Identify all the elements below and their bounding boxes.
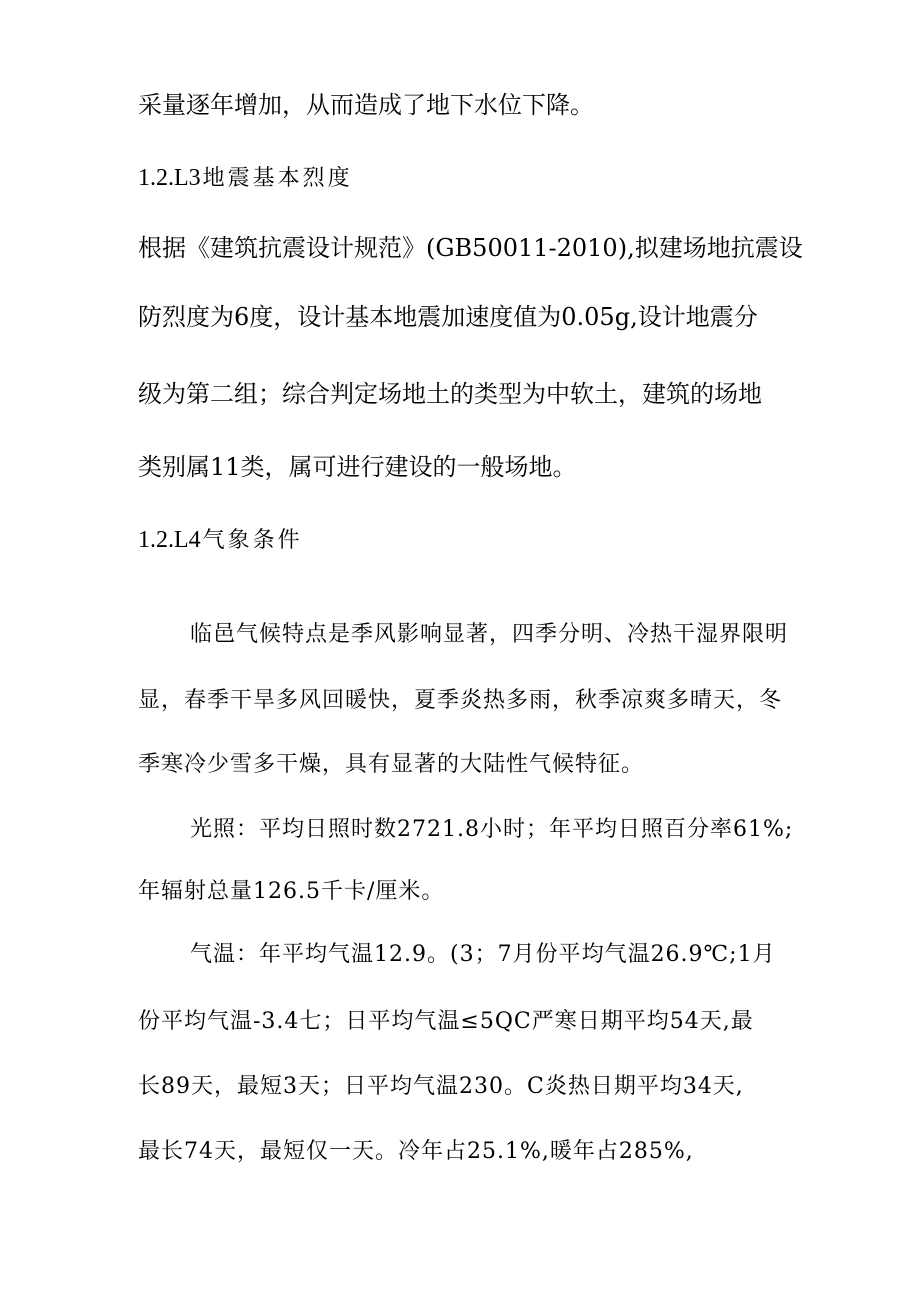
section-heading-climate bbox=[138, 525, 303, 556]
section-number: 1.2.L3 bbox=[138, 165, 201, 191]
section-title: 气象条件 bbox=[202, 528, 303, 553]
section-heading-seismic bbox=[138, 163, 353, 194]
paragraph-line: 份平均气温-3.4七；日平均气温≤5QC严寒日期平均54天,最 bbox=[138, 1009, 754, 1034]
paragraph-line: 防烈度为6度，设计基本地震加速度值为0.05g,设计地震分 bbox=[138, 303, 758, 331]
paragraph-line: 最长74天，最短仅一天。冷年占25.1%,暖年占285%, bbox=[138, 1139, 694, 1164]
section-number: 1.2.L4 bbox=[138, 527, 201, 553]
paragraph-line: 临邑气候特点是季风影响显著，四季分明、冷热干湿界限明 bbox=[190, 622, 789, 647]
paragraph-line: 长89天，最短3天；日平均气温230。C炎热日期平均34天, bbox=[138, 1074, 744, 1099]
paragraph-line: 气温：年平均气温12.9。(3；7月份平均气温26.9℃;1月 bbox=[190, 942, 776, 967]
paragraph-line: 光照：平均日照时数2721.8小时；年平均日照百分率61%; bbox=[190, 817, 794, 842]
paragraph-line: 季寒冷少雪多干燥，具有显著的大陆性气候特征。 bbox=[138, 752, 645, 777]
paragraph-line: 根据《建筑抗震设计规范》(GB50011-2010),拟建场地抗震设 bbox=[138, 234, 803, 262]
section-title: 地震基本烈度 bbox=[202, 166, 353, 191]
paragraph-line: 显，春季干旱多风回暖快，夏季炎热多雨，秋季凉爽多晴天，冬 bbox=[138, 688, 783, 713]
paragraph-line: 采量逐年增加，从而造成了地下水位下降。 bbox=[138, 91, 594, 119]
paragraph-line: 类别属11类，属可进行建设的一般场地。 bbox=[138, 453, 577, 481]
paragraph-line: 级为第二组；综合判定场地土的类型为中软土，建筑的场地 bbox=[138, 380, 762, 408]
paragraph-line: 年辐射总量126.5千卡/厘米。 bbox=[138, 879, 445, 904]
